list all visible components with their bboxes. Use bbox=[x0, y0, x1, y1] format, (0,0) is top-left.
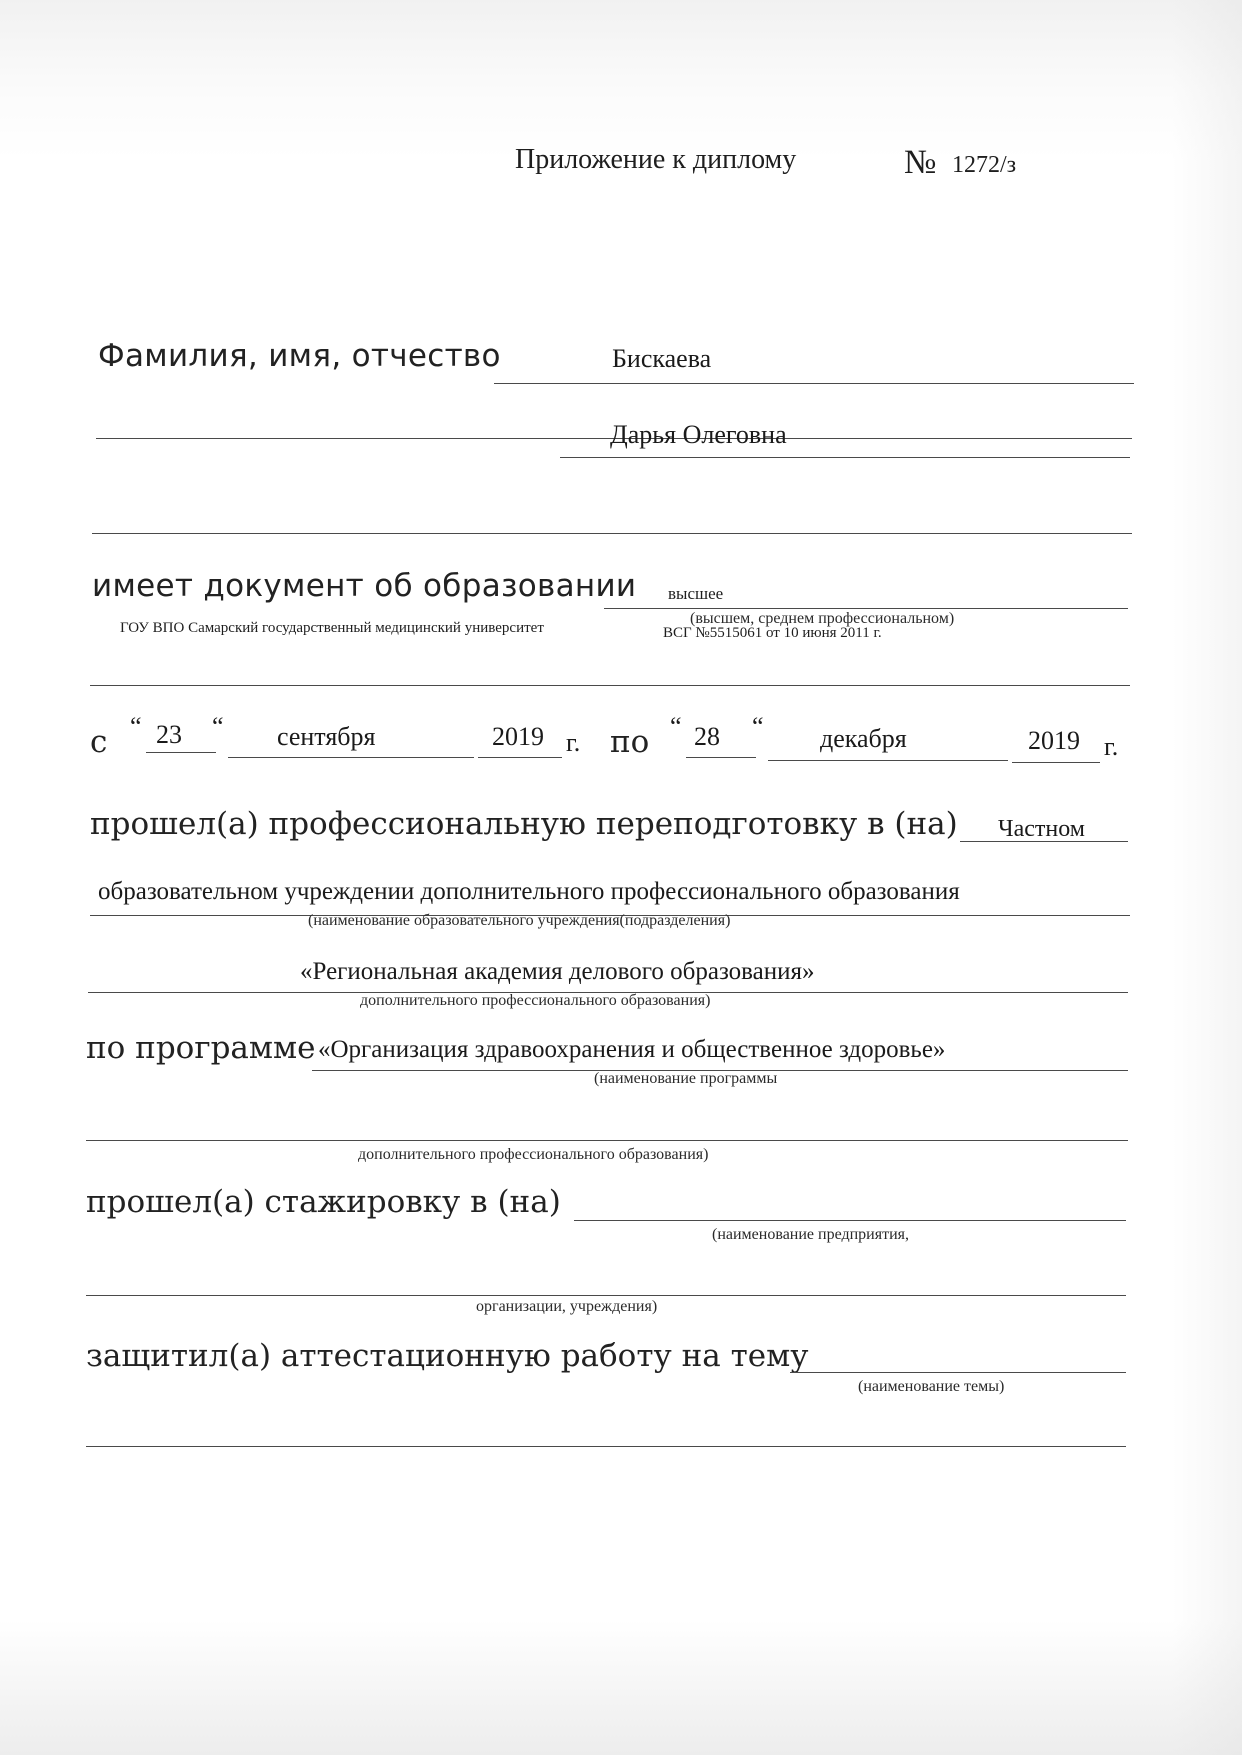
internship-label: прошел(а) стажировку в (на) bbox=[86, 1184, 561, 1220]
internship-hint-1: (наименование предприятия, bbox=[712, 1226, 910, 1243]
thesis-line-1 bbox=[790, 1372, 1126, 1373]
retraining-hint-1: (наименование образовательного учреждения(подразделения) bbox=[308, 912, 731, 929]
period-end-month: декабря bbox=[820, 724, 907, 753]
period-start-year: 2019 bbox=[492, 722, 544, 751]
fio-line-3 bbox=[92, 533, 1132, 534]
header-title: Приложение к диплому bbox=[515, 144, 797, 175]
retraining-line-3-text: «Региональная академия делового образования» bbox=[300, 958, 815, 985]
fio-given-names: Дарья Олеговна bbox=[610, 420, 787, 449]
education-level-hint: (высшем, среднем профессиональном) bbox=[690, 610, 955, 627]
fio-line-1 bbox=[494, 383, 1134, 384]
retraining-label: прошел(а) профессиональную переподготовку в (на) bbox=[90, 806, 958, 842]
period-end-day: 28 bbox=[694, 722, 720, 751]
education-level: высшее bbox=[668, 584, 724, 603]
program-name: «Организация здравоохранения и общественное здоровье» bbox=[318, 1036, 946, 1063]
period-start-open-quote: “ bbox=[130, 712, 142, 741]
retraining-hint-2: дополнительного профессионального образования) bbox=[360, 992, 711, 1009]
period-from-word: с bbox=[90, 724, 108, 760]
diploma-number: 1272/з bbox=[952, 152, 1017, 178]
thesis-line-2 bbox=[86, 1446, 1126, 1447]
period-start-month: сентября bbox=[277, 722, 376, 751]
fio-line-2b bbox=[560, 457, 1130, 458]
fio-surname: Бискаева bbox=[612, 344, 712, 373]
end-month-line bbox=[768, 760, 1008, 761]
education-diploma: ВСГ №5515061 от 10 июня 2011 г. bbox=[663, 625, 882, 641]
number-sign: № bbox=[904, 144, 937, 181]
thesis-hint: (наименование темы) bbox=[858, 1378, 1005, 1395]
fio-label: Фамилия, имя, отчество bbox=[98, 338, 501, 374]
retraining-line-2-text: образовательном учреждении дополнительного профессионального образования bbox=[98, 878, 960, 905]
period-to-word: по bbox=[610, 724, 650, 760]
education-institution: ГОУ ВПО Самарский государственный медицинский университет bbox=[120, 620, 544, 636]
education-label: имеет документ об образовании bbox=[92, 568, 637, 604]
end-year-line bbox=[1012, 762, 1100, 763]
period-end-year: 2019 bbox=[1028, 726, 1080, 755]
program-hint-1: (наименование программы bbox=[594, 1070, 778, 1087]
education-line-2 bbox=[90, 685, 1130, 686]
internship-line-2 bbox=[86, 1295, 1126, 1296]
internship-line-1 bbox=[574, 1220, 1126, 1221]
period-start-day: 23 bbox=[156, 720, 182, 749]
program-line-2 bbox=[86, 1140, 1128, 1141]
program-hint-2: дополнительного профессионального образования) bbox=[358, 1146, 709, 1163]
education-line bbox=[604, 608, 1128, 609]
period-start-year-suffix: г. bbox=[566, 728, 581, 757]
period-end-open-quote: “ bbox=[670, 712, 682, 741]
period-start-close-quote: “ bbox=[212, 712, 224, 741]
start-day-line bbox=[146, 752, 216, 753]
period-end-close-quote: “ bbox=[752, 712, 764, 741]
scan-shadow bbox=[1172, 0, 1242, 1755]
retraining-line1-tail: Частном bbox=[998, 816, 1085, 842]
program-label: по программе bbox=[86, 1030, 316, 1066]
start-year-line bbox=[478, 757, 562, 758]
start-month-line bbox=[228, 757, 474, 758]
internship-hint-2: организации, учреждения) bbox=[476, 1298, 658, 1315]
end-day-line bbox=[686, 757, 756, 758]
thesis-label: защитил(а) аттестационную работу на тему bbox=[86, 1338, 809, 1374]
period-end-year-suffix: г. bbox=[1104, 732, 1119, 761]
